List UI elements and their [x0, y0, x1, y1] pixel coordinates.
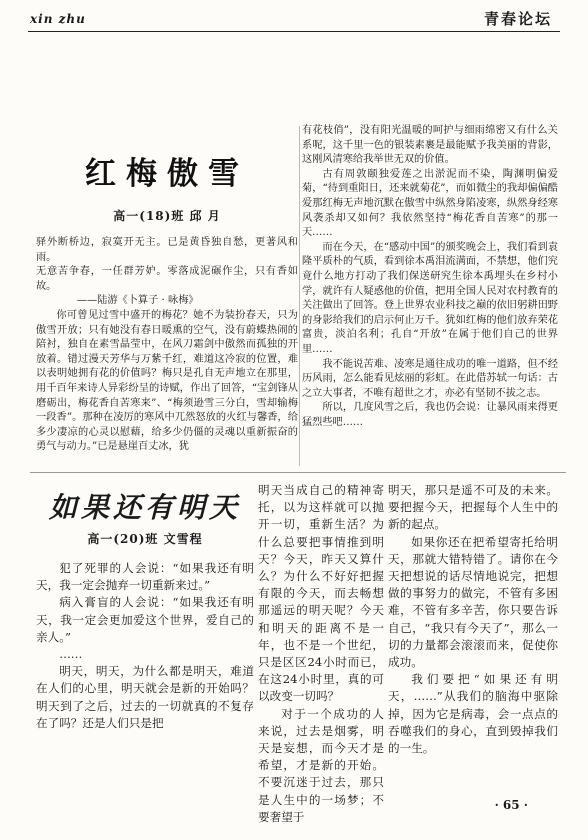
- column-divider: [299, 126, 300, 466]
- article-divider: [30, 472, 566, 473]
- poem-line-1: 驿外断桥边，寂寞开无主。已是黄昏独自愁，更著风和雨。: [36, 237, 298, 263]
- article1-column-right: [302, 124, 558, 430]
- paragraph: 你可曾见过雪中盛开的梅花？她不为装扮春天，只为傲雪开放；只有她没有春日暖熏的空气，没有蔚蝶热闹的陪衬，独自在素雪晶莹中，在风刀霜剑中傲然而孤独的开放着。错过漫天芳华与万紫千红，难道这冷寂的位置，难以表明她拥有花的价值吗？梅只是孔自无声地立在那里，用千百年来诗人异彩纷呈的诗赋，作出了回答，“宝剑锋从磨砺出，梅花香自苦寒来”、“梅须逊雪三分白，雪却输梅一段香”。那种在凌厉的寒风中兀然怒放的火红与馨香，给多少凄凉的心灵以慰藉，给多少仍僵的灵魂以重新振奋的勇气与动力。”已是悬崖百丈冰，犹: [36, 309, 298, 453]
- paragraph: 古有周敦颐独爱莲之出淤泥而不染，陶渊明偏爱菊，“待到重阳日，还来就菊花”，而如微尘的我却偏偏酷爱那红梅无声地沉默在傲雪中纵然身陷凌寒，纵然身经寒风袭杀却又如何？我依然坚持“梅花香自苦寒”的那一天……: [302, 168, 558, 239]
- article1-byline: 高一(18)班 邱 月: [113, 209, 221, 223]
- column-name: 青春论坛: [483, 10, 552, 28]
- article2-title: 如果还有明天: [48, 491, 241, 524]
- ellipsis: ……: [59, 647, 83, 662]
- paragraph: 我们要把“如果还有明天，……”从我们的脑海中驱除掉，因为它是病毒，会一点点的吞噬我们的身心，直到毁掉我们的一生。: [388, 672, 558, 756]
- paragraph: 我不能说苦难、凌寒是通往成功的唯一道路，但不经历风雨，怎么能看见炫丽的彩虹。在此借苏轼一句话：古之立大事者，不唯有超世之才，亦必有坚韧不拔之志。: [302, 358, 558, 399]
- page-number: · 65 ·: [494, 798, 528, 812]
- article2-column-2: [258, 482, 384, 826]
- article2-column-1: [36, 560, 254, 732]
- poem-attribution: ——陆游《卜算子 · 咏梅》: [76, 295, 199, 307]
- article2-column-3: [388, 482, 558, 757]
- paragraph: 明天，那只是遥不可及的未来。要把握今天，把握每个人生中的新的起点。: [388, 483, 558, 532]
- paragraph: 病入膏盲的人会说：“如果我还有明天，我一定会更加爱这个世界，爱自己的亲人。”: [36, 595, 254, 644]
- paragraph: 犯了死罪的人会说：“如果我还有明天，我一定会抛弃一切重新来过。”: [36, 561, 254, 593]
- paragraph: 对于一个成功的人来说，过去是烟雾，明天是妄想，而今天才是希望，才是新的开始。不要沉迷于过去，那只是人生中的一场梦；不要奢望于: [258, 706, 384, 824]
- header-rule: [28, 31, 560, 32]
- article2-byline: 高一(20)班 文雪程: [87, 532, 203, 546]
- article1-column-left: [36, 236, 298, 455]
- paragraph: 明天当成自己的精神寄托，以为这样就可以抛开一切，重新生活？为什么总要把事情推到明天？今天，昨天又算什么？为什么不好好把握有限的今天，而去畅想那遥远的明天呢？今天和明天的距离不是一年，也不是一个世纪，只是区区24小时而已，在这24小时里，真的可以改变一切吗？: [258, 483, 384, 704]
- article1-title: 红梅傲雪: [85, 156, 249, 192]
- poem-line-2: 无意苦争春，一任群芳妒。零落成泥碾作尘，只有香如故。: [36, 266, 298, 292]
- paragraph: 而在今天，在“感动中国”的颁奖晚会上，我们看到袁隆平质朴的气质，看到徐本禹泪流满面，不禁想，他们究竟什么地方打动了我们保送研究生徐本禹埋头在乡村小学，就许有人疑惑他的价值，把用全国人民对农村教育的关注做出了回答。登上世界农业科技之巅的依旧躬耕田野的身影给我们的启示何止万千。犹如红梅的他们放弃荣花富贵，淡泊名利；孔自“开放”在属于他们自己的世界里……: [302, 241, 558, 355]
- paragraph: 明天，明天，为什么都是明天，难道在人们的心里，明天就会是新的开始吗？明天到了之后，过去的一切就真的不复存在了吗？还是人们只是把: [36, 664, 254, 730]
- paragraph: 所以，几度风雪之后，我也仍会说：让暴风雨来得更猛烈些吧……: [302, 402, 558, 428]
- paragraph: 有花枝俏”，没有阳光温暖的呵护与细雨绵密又有什么关系呢，这千里一色的银装素裹是最能赋予我美丽的背影，这刚风清寒给我举世无双的价值。: [302, 125, 558, 166]
- paragraph: 如果你还在把希望寄托给明天，那就大错特错了。请你在今天把想说的话尽情地说完，把想做的事努力的做完，不管有多困难，不管有多辛苦，你只要告诉自己，“我只有今天了”，那么一切的力量都会滚滚而来，促使你成功。: [388, 534, 558, 670]
- section-label: xin zhu: [30, 12, 86, 26]
